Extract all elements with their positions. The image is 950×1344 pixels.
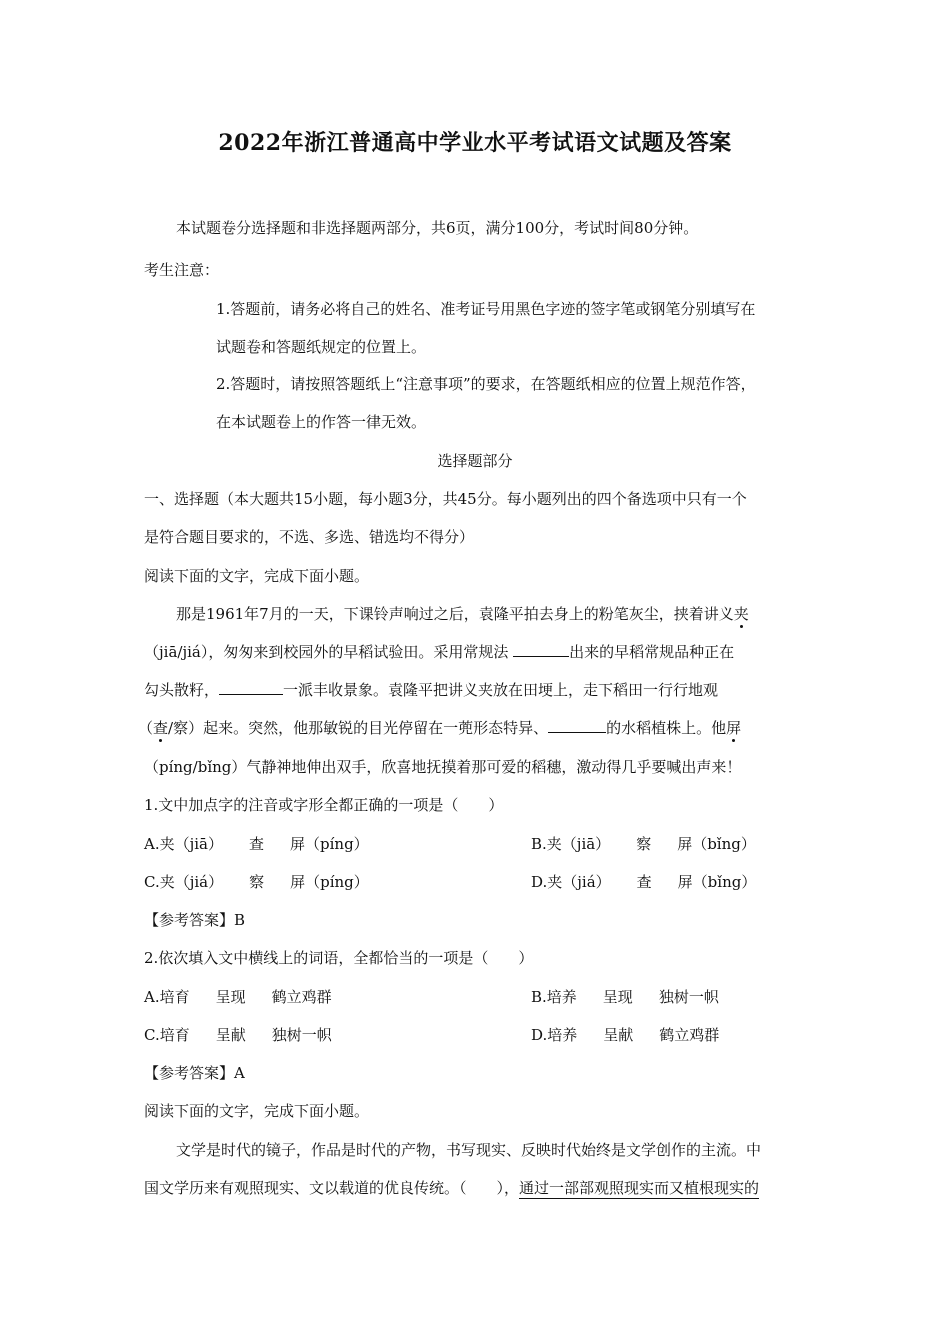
option-part: 呈现 <box>602 988 633 1006</box>
option-part: 呈献 <box>215 1026 246 1044</box>
passage2-line-2 <box>144 1178 759 1198</box>
dotted-char: 查 <box>153 719 169 737</box>
option-part: 查 <box>636 873 652 891</box>
option-part: 呈现 <box>215 988 246 1006</box>
passage1-text: 勾头散籽， <box>144 681 220 699</box>
q1-option-c <box>144 872 395 892</box>
read-prompt-2: 阅读下面的文字，完成下面小题。 <box>144 1102 370 1120</box>
note-1-line-2: 试题卷和答题纸规定的位置上。 <box>216 338 427 356</box>
read-prompt-1: 阅读下面的文字，完成下面小题。 <box>144 567 370 585</box>
option-part: B.培养 <box>531 988 577 1006</box>
note-2-line-1: 2.答题时，请按照答题纸上“注意事项”的要求，在答题纸相应的位置上规范作答， <box>216 375 756 393</box>
passage2-text: 国文学历来有观照现实、文以载道的优良传统。（ ）， <box>144 1179 520 1197</box>
underlined-text: 通过一部部观照现实而又植根现实的 <box>519 1179 760 1197</box>
option-part: D.夹（jiá） <box>531 873 611 891</box>
option-part: B.夹（jiā） <box>531 835 611 853</box>
q2-answer: 【参考答案】A <box>144 1064 245 1082</box>
question-2-stem: 2.依次填入文中横线上的词语，全都恰当的一项是（ ） <box>144 949 534 967</box>
option-part: 屏（píng） <box>290 835 369 853</box>
option-part: 呈献 <box>603 1026 634 1044</box>
option-part: 独树一帜 <box>658 988 719 1006</box>
passage1-text: 的水稻植株上。他 <box>606 719 727 737</box>
section-title: 选择题部分 <box>437 452 513 470</box>
option-part: 屏（bǐng） <box>677 835 756 853</box>
passage1-text: （jiā/jiá），匆匆来到校园外的早稻试验田。采用常规法 <box>144 643 509 661</box>
option-part: A.夹（jiā） <box>144 835 223 853</box>
option-part: 独树一帜 <box>271 1026 332 1044</box>
passage1-line-5: （píng/bǐng）气静神地伸出双手，欣喜地抚摸着那可爱的稻穗，激动得几乎要喊出声来！ <box>144 758 742 776</box>
note-1-line-1: 1.答题前，请务必将自己的姓名、准考证号用黑色字迹的签字笔或钢笔分别填写在 <box>216 300 756 318</box>
question-1-stem: 1.文中加点字的注音或字形全都正确的一项是（ ） <box>144 796 504 814</box>
q2-option-d <box>531 1025 745 1045</box>
option-part: 查 <box>249 835 265 853</box>
q1-option-b <box>531 834 782 854</box>
page-title: 2022年浙江普通高中学业水平考试语文试题及答案 <box>218 130 732 156</box>
dotted-char: 夹 <box>733 605 749 623</box>
passage1-text: /察）起来。突然，他那敏锐的目光停留在一蔸形态特异、 <box>168 719 549 737</box>
option-part: 察 <box>636 835 652 853</box>
passage1-text: 出来的早稻常规品种正在 <box>569 643 735 661</box>
fill-blank-1 <box>513 642 569 657</box>
fill-blank-2 <box>219 680 283 695</box>
passage1-line-4 <box>138 718 741 738</box>
passage2-line-1: 文学是时代的镜子，作品是时代的产物，书写现实、反映时代始终是文学创作的主流。中 <box>176 1141 762 1159</box>
fill-blank-3 <box>548 718 606 733</box>
passage1-line-2 <box>144 642 734 662</box>
intro-text: 本试题卷分选择题和非选择题两部分，共6页，满分100分，考试时间80分钟。 <box>176 219 699 237</box>
passage1-text: （ <box>138 719 154 737</box>
option-part: 鹤立鸡群 <box>659 1026 720 1044</box>
option-part: 屏（píng） <box>290 873 369 891</box>
part1-line-2: 是符合题目要求的，不选、多选、错选均不得分） <box>144 528 475 546</box>
q2-option-b <box>531 987 745 1007</box>
q2-option-c <box>144 1025 358 1045</box>
notice-heading: 考生注意： <box>144 261 220 279</box>
note-2-line-2: 在本试题卷上的作答一律无效。 <box>216 413 427 431</box>
q1-option-d <box>531 872 782 892</box>
q2-option-a <box>144 987 358 1007</box>
dotted-char: 屏 <box>726 719 742 737</box>
option-part: D.培养 <box>531 1026 578 1044</box>
part1-line-1: 一、选择题（本大题共15小题，每小题3分，共45分。每小题列出的四个备选项中只有一个 <box>144 490 747 508</box>
q1-option-a <box>144 834 395 854</box>
option-part: 屏（bǐng） <box>677 873 757 891</box>
option-part: C.夹（jiá） <box>144 873 224 891</box>
option-part: 察 <box>249 873 265 891</box>
passage1-line-3 <box>144 680 718 700</box>
passage1-text: 那是1961年7月的一天，下课铃声响过之后，袁隆平拍去身上的粉笔灰尘，挟着讲义 <box>176 605 734 623</box>
option-part: 鹤立鸡群 <box>271 988 332 1006</box>
passage1-line-1 <box>176 604 749 624</box>
passage1-text: 一派丰收景象。袁隆平把讲义夹放在田埂上，走下稻田一行行地观 <box>283 681 719 699</box>
q1-answer: 【参考答案】B <box>144 911 246 929</box>
option-part: A.培育 <box>144 988 190 1006</box>
option-part: C.培育 <box>144 1026 190 1044</box>
